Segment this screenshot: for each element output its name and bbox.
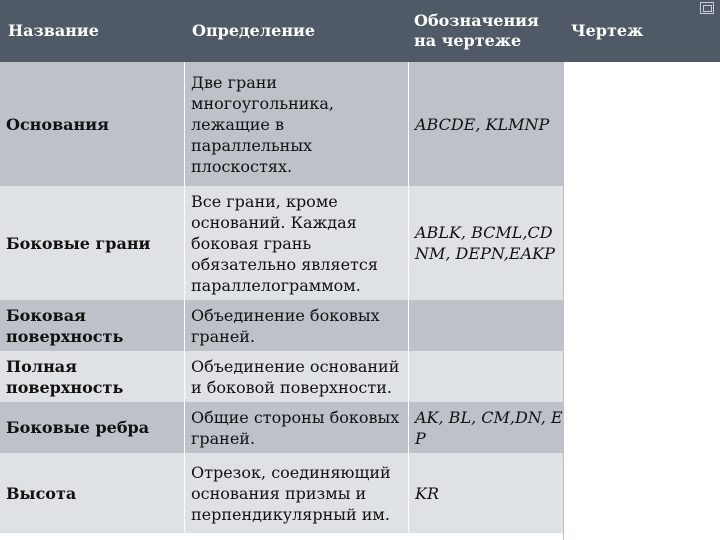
row-definition: Объединение оснований и боковой поверхности.	[191, 356, 400, 397]
column-divider	[408, 186, 409, 300]
row-definition: Все грани, кроме оснований. Каждая боковая грань обязательно является параллелограммом.	[191, 191, 378, 295]
window-corner-icon	[700, 2, 714, 14]
row-notation: AK, BL, CM,DN, E P	[415, 407, 563, 448]
table-header	[0, 0, 720, 62]
column-divider	[408, 402, 409, 453]
column-divider	[184, 62, 185, 186]
column-divider	[184, 402, 185, 453]
row-definition: Две грани многоугольника, лежащие в параллельных плоскостях.	[191, 72, 335, 176]
table-row	[0, 453, 563, 533]
row-notation: KR	[415, 483, 439, 503]
column-divider	[408, 300, 409, 351]
column-divider	[184, 186, 185, 300]
column-divider	[408, 453, 409, 533]
row-definition: Объединение боковых граней.	[191, 305, 380, 346]
table-row	[0, 300, 563, 351]
row-notation	[408, 351, 563, 402]
header-definition: Определение	[192, 21, 316, 40]
table-row	[0, 186, 563, 300]
table-row	[0, 402, 563, 453]
row-name: Основания	[6, 114, 109, 134]
row-definition: Отрезок, соединяющий основания призмы и перпендикулярный им.	[191, 462, 391, 524]
column-divider	[184, 351, 185, 402]
row-notation: ABLK, BCML,CD NM, DEPN,EAKP	[415, 223, 555, 263]
column-divider	[408, 62, 409, 186]
row-name: Боковая поверхность	[6, 305, 124, 346]
row-definition: Общие стороны боковых граней.	[191, 407, 400, 448]
header-notation: Обозначения на чертеже	[414, 11, 539, 50]
drawing-column-border	[563, 62, 564, 540]
table-row	[0, 351, 563, 402]
column-divider	[184, 453, 185, 533]
row-name: Высота	[6, 483, 77, 503]
row-name: Полная поверхность	[6, 356, 124, 397]
drawing-column	[563, 62, 720, 540]
row-name: Боковые грани	[6, 233, 151, 253]
column-divider	[184, 300, 185, 351]
row-name: Боковые ребра	[6, 418, 150, 437]
header-name: Название	[8, 21, 99, 40]
row-notation: ABCDE, KLMNP	[415, 114, 550, 134]
table-row	[0, 62, 563, 186]
header-drawing: Чертеж	[571, 21, 644, 40]
column-divider	[408, 351, 409, 402]
row-notation	[408, 300, 563, 351]
